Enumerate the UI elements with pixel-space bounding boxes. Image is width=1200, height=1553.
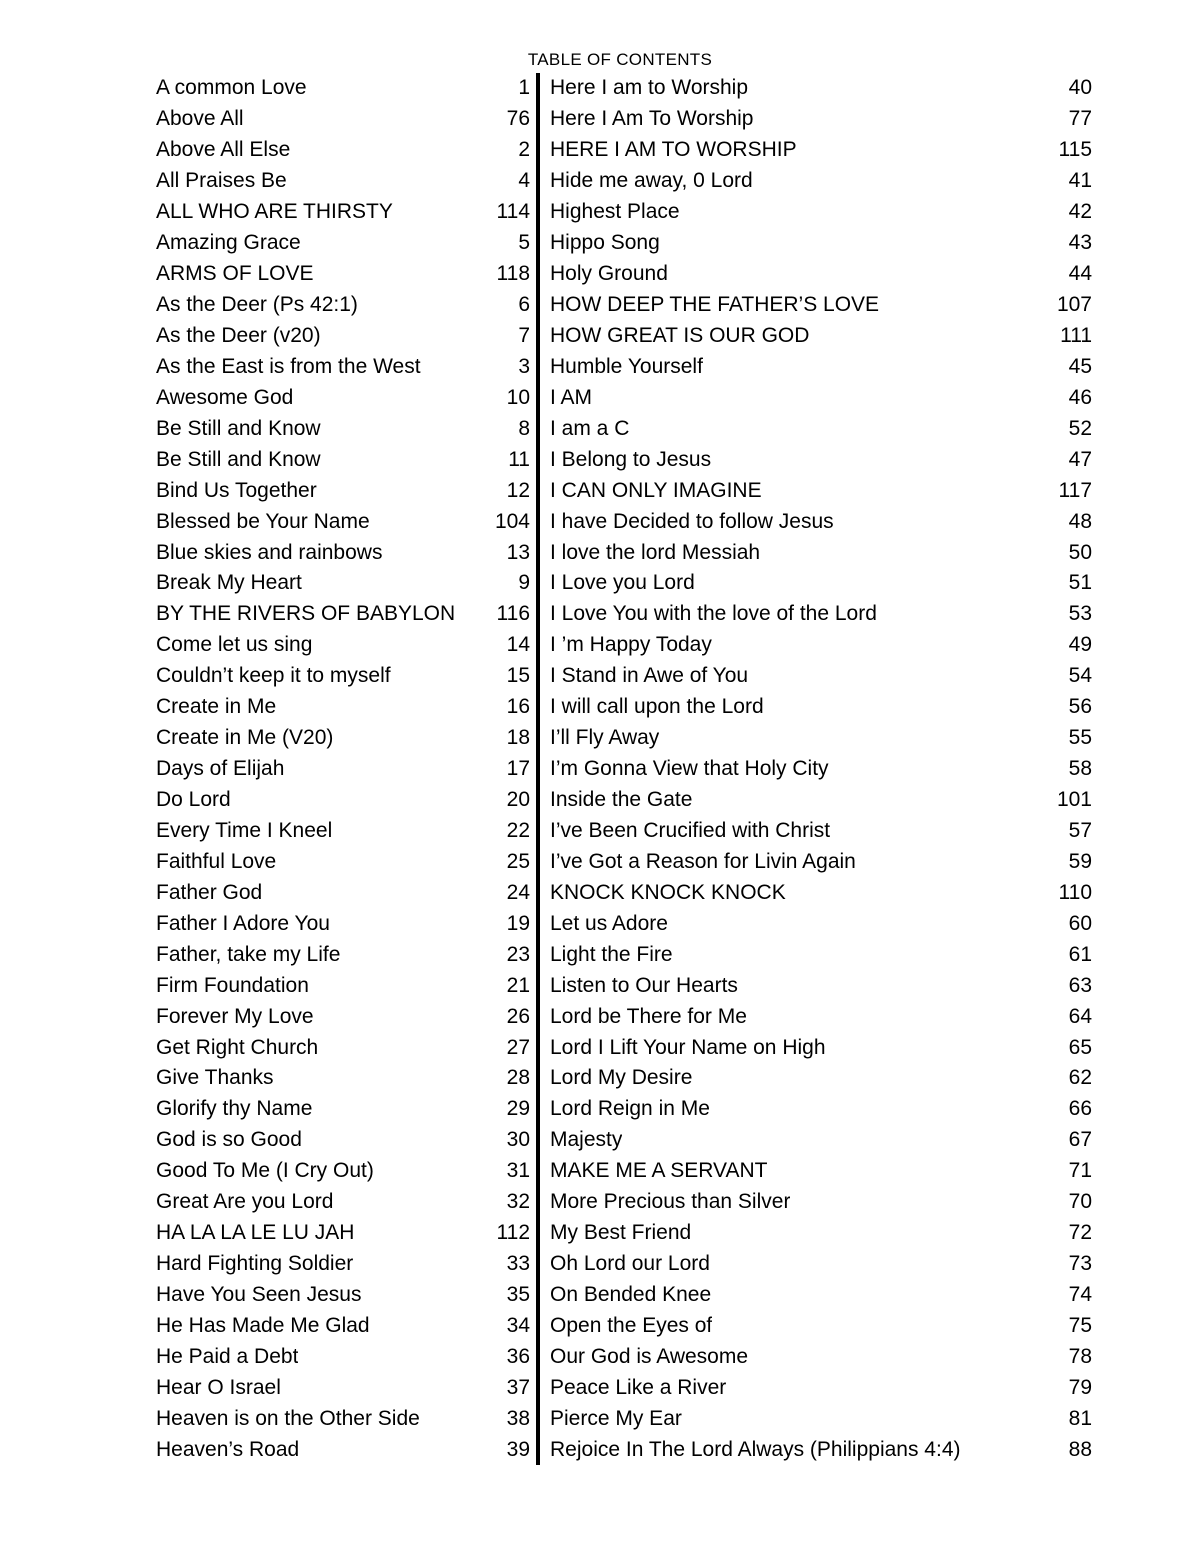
entry-page-number: 33 bbox=[506, 1252, 530, 1276]
toc-entry bbox=[550, 351, 1092, 382]
entry-title: ARMS OF LOVE bbox=[156, 262, 314, 286]
entry-page-number: 70 bbox=[1068, 1190, 1092, 1214]
toc-entry bbox=[550, 692, 1092, 723]
entry-title: Hide me away, 0 Lord bbox=[550, 169, 753, 193]
toc-entry bbox=[156, 816, 530, 847]
toc-entry bbox=[156, 321, 530, 352]
entry-title: Here I Am To Worship bbox=[550, 107, 754, 131]
entry-title: Lord Reign in Me bbox=[550, 1097, 710, 1121]
toc-entry bbox=[156, 630, 530, 661]
toc-entry bbox=[550, 537, 1092, 568]
entry-page-number: 62 bbox=[1068, 1066, 1092, 1090]
entry-title: I am a C bbox=[550, 416, 630, 440]
toc-entry bbox=[156, 135, 530, 166]
entry-page-number: 31 bbox=[506, 1159, 530, 1183]
entry-title: God is so Good bbox=[156, 1128, 302, 1152]
entry-title: Give Thanks bbox=[156, 1066, 274, 1090]
entry-page-number: 17 bbox=[506, 757, 530, 781]
entry-page-number: 77 bbox=[1068, 107, 1092, 131]
toc-entry bbox=[156, 908, 530, 939]
entry-page-number: 51 bbox=[1068, 571, 1092, 595]
toc-entry bbox=[156, 1063, 530, 1094]
toc-entry bbox=[550, 568, 1092, 599]
entry-page-number: 38 bbox=[506, 1406, 530, 1430]
toc-entry bbox=[156, 754, 530, 785]
toc-entry bbox=[156, 568, 530, 599]
entry-page-number: 30 bbox=[506, 1128, 530, 1152]
entry-page-number: 24 bbox=[506, 880, 530, 904]
entry-page-number: 52 bbox=[1068, 416, 1092, 440]
toc-entry bbox=[550, 1280, 1092, 1311]
toc-entry bbox=[156, 382, 530, 413]
entry-page-number: 112 bbox=[496, 1221, 530, 1245]
toc-entry bbox=[550, 1249, 1092, 1280]
entry-page-number: 114 bbox=[496, 200, 530, 224]
toc-entry bbox=[550, 1311, 1092, 1342]
toc-entry bbox=[550, 506, 1092, 537]
entry-page-number: 66 bbox=[1068, 1097, 1092, 1121]
entry-page-number: 115 bbox=[1058, 138, 1092, 162]
entry-title: Here I am to Worship bbox=[550, 76, 749, 100]
entry-page-number: 107 bbox=[1056, 293, 1092, 317]
entry-title: Father God bbox=[156, 880, 263, 904]
toc-entry bbox=[550, 1372, 1092, 1403]
toc-entry bbox=[156, 970, 530, 1001]
entry-title: Open the Eyes of bbox=[550, 1313, 713, 1337]
entry-title: Heaven is on the Other Side bbox=[156, 1406, 420, 1430]
entry-title: I’ve Got a Reason for Livin Again bbox=[550, 849, 856, 873]
toc-entry bbox=[550, 939, 1092, 970]
entry-title: A common Love bbox=[156, 76, 307, 100]
toc-entry bbox=[156, 444, 530, 475]
toc-entry bbox=[156, 537, 530, 568]
entry-page-number: 3 bbox=[518, 354, 530, 378]
entry-title: HOW GREAT IS OUR GOD bbox=[550, 323, 810, 347]
toc-entry bbox=[550, 135, 1092, 166]
toc-entry bbox=[156, 259, 530, 290]
page-title: TABLE OF CONTENTS bbox=[527, 50, 713, 69]
toc-entry bbox=[550, 877, 1092, 908]
entry-page-number: 37 bbox=[506, 1375, 530, 1399]
entry-page-number: 88 bbox=[1068, 1437, 1092, 1461]
toc-entry bbox=[156, 413, 530, 444]
entry-page-number: 7 bbox=[518, 323, 530, 347]
entry-page-number: 14 bbox=[506, 633, 530, 657]
entry-title: I have Decided to follow Jesus bbox=[550, 509, 834, 533]
toc-entry bbox=[550, 444, 1092, 475]
toc-entry bbox=[156, 692, 530, 723]
toc-right-column bbox=[540, 73, 1092, 1465]
entry-title: Hard Fighting Soldier bbox=[156, 1252, 354, 1276]
entry-page-number: 8 bbox=[518, 416, 530, 440]
entry-page-number: 12 bbox=[506, 478, 530, 502]
entry-page-number: 13 bbox=[506, 540, 530, 564]
entry-title: He Paid a Debt bbox=[156, 1344, 299, 1368]
entry-page-number: 34 bbox=[506, 1313, 530, 1337]
toc-entry bbox=[550, 166, 1092, 197]
entry-title: Highest Place bbox=[550, 200, 680, 224]
entry-page-number: 55 bbox=[1068, 726, 1092, 750]
entry-title: All Praises Be bbox=[156, 169, 287, 193]
toc-entry bbox=[550, 259, 1092, 290]
toc-entry bbox=[550, 754, 1092, 785]
entry-title: Hear O Israel bbox=[156, 1375, 281, 1399]
entry-page-number: 73 bbox=[1068, 1252, 1092, 1276]
entry-title: I will call upon the Lord bbox=[550, 695, 764, 719]
toc-entry bbox=[550, 197, 1092, 228]
entry-title: Blue skies and rainbows bbox=[156, 540, 383, 564]
entry-title: Good To Me (I Cry Out) bbox=[156, 1159, 374, 1183]
toc-entry bbox=[550, 908, 1092, 939]
entry-title: I’m Gonna View that Holy City bbox=[550, 757, 829, 781]
entry-page-number: 43 bbox=[1068, 231, 1092, 255]
entry-title: Peace Like a River bbox=[550, 1375, 727, 1399]
entry-page-number: 36 bbox=[506, 1344, 530, 1368]
entry-title: Days of Elijah bbox=[156, 757, 285, 781]
entry-title: I’ve Been Crucified with Christ bbox=[550, 818, 831, 842]
entry-page-number: 67 bbox=[1068, 1128, 1092, 1152]
entry-page-number: 25 bbox=[506, 849, 530, 873]
toc-entry bbox=[156, 785, 530, 816]
entry-page-number: 117 bbox=[1058, 478, 1092, 502]
entry-page-number: 21 bbox=[506, 973, 530, 997]
entry-page-number: 46 bbox=[1068, 385, 1092, 409]
entry-title: I Love You with the love of the Lord bbox=[550, 602, 877, 626]
entry-title: As the Deer (Ps 42:1) bbox=[156, 293, 358, 317]
entry-title: Heaven’s Road bbox=[156, 1437, 300, 1461]
entry-page-number: 58 bbox=[1068, 757, 1092, 781]
entry-title: Father I Adore You bbox=[156, 911, 330, 935]
entry-title: Our God is Awesome bbox=[550, 1344, 749, 1368]
entry-page-number: 39 bbox=[506, 1437, 530, 1461]
entry-page-number: 65 bbox=[1068, 1035, 1092, 1059]
entry-title: Inside the Gate bbox=[550, 788, 693, 812]
entry-title: I’ll Fly Away bbox=[550, 726, 660, 750]
entry-page-number: 56 bbox=[1068, 695, 1092, 719]
entry-page-number: 2 bbox=[518, 138, 530, 162]
toc-entry bbox=[550, 723, 1092, 754]
entry-title: More Precious than Silver bbox=[550, 1190, 791, 1214]
entry-title: Blessed be Your Name bbox=[156, 509, 370, 533]
entry-title: Above All bbox=[156, 107, 244, 131]
entry-title: My Best Friend bbox=[550, 1221, 692, 1245]
entry-title: On Bended Knee bbox=[550, 1283, 712, 1307]
entry-title: Oh Lord our Lord bbox=[550, 1252, 710, 1276]
entry-page-number: 6 bbox=[518, 293, 530, 317]
toc-entry bbox=[156, 877, 530, 908]
entry-page-number: 60 bbox=[1068, 911, 1092, 935]
entry-title: Pierce My Ear bbox=[550, 1406, 682, 1430]
toc-entry bbox=[550, 1032, 1092, 1063]
entry-page-number: 110 bbox=[1058, 880, 1092, 904]
entry-title: Firm Foundation bbox=[156, 973, 309, 997]
toc-entry bbox=[156, 1032, 530, 1063]
entry-page-number: 18 bbox=[506, 726, 530, 750]
entry-title: Faithful Love bbox=[156, 849, 277, 873]
entry-page-number: 32 bbox=[506, 1190, 530, 1214]
entry-title: HERE I AM TO WORSHIP bbox=[550, 138, 797, 162]
entry-page-number: 1 bbox=[518, 76, 530, 100]
entry-title: I Belong to Jesus bbox=[550, 447, 712, 471]
entry-page-number: 44 bbox=[1068, 262, 1092, 286]
toc-entry bbox=[156, 197, 530, 228]
entry-page-number: 116 bbox=[496, 602, 530, 626]
entry-title: Forever My Love bbox=[156, 1004, 314, 1028]
entry-title: I CAN ONLY IMAGINE bbox=[550, 478, 762, 502]
entry-page-number: 45 bbox=[1068, 354, 1092, 378]
entry-page-number: 5 bbox=[518, 231, 530, 255]
toc-entry bbox=[156, 1434, 530, 1465]
entry-page-number: 57 bbox=[1068, 818, 1092, 842]
entry-page-number: 19 bbox=[506, 911, 530, 935]
entry-page-number: 63 bbox=[1068, 973, 1092, 997]
entry-page-number: 111 bbox=[1060, 323, 1092, 347]
toc-entry bbox=[550, 1094, 1092, 1125]
toc-entry bbox=[156, 661, 530, 692]
entry-title: Glorify thy Name bbox=[156, 1097, 313, 1121]
entry-title: Be Still and Know bbox=[156, 416, 321, 440]
entry-page-number: 29 bbox=[506, 1097, 530, 1121]
toc-entry bbox=[156, 73, 530, 104]
toc-left-column bbox=[156, 73, 540, 1465]
toc-entry bbox=[550, 1156, 1092, 1187]
toc-entry bbox=[550, 816, 1092, 847]
toc-entry bbox=[156, 351, 530, 382]
toc-entry bbox=[156, 1372, 530, 1403]
toc-entry bbox=[550, 413, 1092, 444]
toc-entry bbox=[550, 1218, 1092, 1249]
entry-title: Amazing Grace bbox=[156, 231, 301, 255]
entry-title: Humble Yourself bbox=[550, 354, 703, 378]
entry-page-number: 26 bbox=[506, 1004, 530, 1028]
entry-title: Break My Heart bbox=[156, 571, 302, 595]
toc-entry bbox=[156, 1187, 530, 1218]
entry-page-number: 42 bbox=[1068, 200, 1092, 224]
entry-page-number: 35 bbox=[506, 1283, 530, 1307]
toc-entry bbox=[550, 785, 1092, 816]
toc-entry bbox=[156, 939, 530, 970]
entry-page-number: 11 bbox=[508, 447, 530, 471]
entry-page-number: 23 bbox=[506, 942, 530, 966]
toc-entry bbox=[156, 1341, 530, 1372]
entry-page-number: 76 bbox=[506, 107, 530, 131]
entry-page-number: 41 bbox=[1068, 169, 1092, 193]
entry-page-number: 47 bbox=[1068, 447, 1092, 471]
toc-entry bbox=[156, 475, 530, 506]
toc-entry bbox=[156, 1094, 530, 1125]
entry-page-number: 22 bbox=[506, 818, 530, 842]
toc-entry bbox=[156, 1403, 530, 1434]
entry-page-number: 16 bbox=[506, 695, 530, 719]
entry-title: Awesome God bbox=[156, 385, 294, 409]
entry-title: Get Right Church bbox=[156, 1035, 319, 1059]
toc-entry bbox=[156, 599, 530, 630]
toc-entry bbox=[156, 1156, 530, 1187]
entry-title: Do Lord bbox=[156, 788, 231, 812]
toc-entry bbox=[550, 475, 1092, 506]
entry-page-number: 59 bbox=[1068, 849, 1092, 873]
toc-entry bbox=[156, 1001, 530, 1032]
entry-page-number: 15 bbox=[506, 664, 530, 688]
entry-title: HA LA LA LE LU JAH bbox=[156, 1221, 355, 1245]
toc-entry bbox=[550, 1341, 1092, 1372]
toc-entry bbox=[156, 506, 530, 537]
toc-entry bbox=[156, 1249, 530, 1280]
toc-entry bbox=[550, 73, 1092, 104]
toc-entry bbox=[550, 599, 1092, 630]
entry-page-number: 40 bbox=[1068, 76, 1092, 100]
entry-title: Rejoice In The Lord Always (Philippians 4:4) bbox=[550, 1437, 961, 1461]
entry-page-number: 75 bbox=[1068, 1313, 1092, 1337]
entry-page-number: 20 bbox=[506, 788, 530, 812]
toc-entry bbox=[550, 321, 1092, 352]
toc-entry bbox=[156, 723, 530, 754]
entry-page-number: 64 bbox=[1068, 1004, 1092, 1028]
toc-entry bbox=[156, 228, 530, 259]
toc-entry bbox=[156, 1311, 530, 1342]
entry-page-number: 71 bbox=[1068, 1159, 1092, 1183]
toc-entry bbox=[550, 104, 1092, 135]
entry-title: I love the lord Messiah bbox=[550, 540, 761, 564]
entry-title: Let us Adore bbox=[550, 911, 668, 935]
toc-entry bbox=[550, 846, 1092, 877]
entry-title: I ’m Happy Today bbox=[550, 633, 712, 657]
entry-title: MAKE ME A SERVANT bbox=[550, 1159, 768, 1183]
toc-entry bbox=[156, 166, 530, 197]
entry-page-number: 50 bbox=[1068, 540, 1092, 564]
entry-title: Lord My Desire bbox=[550, 1066, 693, 1090]
toc-entry bbox=[550, 382, 1092, 413]
entry-title: HOW DEEP THE FATHER’S LOVE bbox=[550, 293, 880, 317]
entry-title: I AM bbox=[550, 385, 593, 409]
entry-title: Holy Ground bbox=[550, 262, 668, 286]
entry-title: Majesty bbox=[550, 1128, 623, 1152]
toc-entry bbox=[550, 228, 1092, 259]
entry-title: Create in Me (V20) bbox=[156, 726, 334, 750]
entry-title: I Stand in Awe of You bbox=[550, 664, 749, 688]
entry-title: Be Still and Know bbox=[156, 447, 321, 471]
entry-title: Father, take my Life bbox=[156, 942, 341, 966]
entry-title: BY THE RIVERS OF BABYLON bbox=[156, 602, 456, 626]
entry-title: I Love you Lord bbox=[550, 571, 695, 595]
entry-page-number: 27 bbox=[506, 1035, 530, 1059]
toc-entry bbox=[156, 846, 530, 877]
entry-page-number: 53 bbox=[1068, 602, 1092, 626]
toc-entry bbox=[550, 290, 1092, 321]
toc-entry bbox=[550, 630, 1092, 661]
entry-title: Have You Seen Jesus bbox=[156, 1283, 362, 1307]
entry-page-number: 78 bbox=[1068, 1344, 1092, 1368]
entry-title: KNOCK KNOCK KNOCK bbox=[550, 880, 786, 904]
toc-entry bbox=[550, 1001, 1092, 1032]
entry-title: Hippo Song bbox=[550, 231, 660, 255]
entry-title: As the East is from the West bbox=[156, 354, 421, 378]
entry-page-number: 61 bbox=[1068, 942, 1092, 966]
entry-title: Lord be There for Me bbox=[550, 1004, 747, 1028]
toc-entry bbox=[550, 1063, 1092, 1094]
toc-entry bbox=[550, 1434, 1092, 1465]
entry-title: Great Are you Lord bbox=[156, 1190, 334, 1214]
entry-title: Listen to Our Hearts bbox=[550, 973, 738, 997]
entry-page-number: 104 bbox=[494, 509, 530, 533]
entry-title: Come let us sing bbox=[156, 633, 313, 657]
entry-page-number: 10 bbox=[506, 385, 530, 409]
entry-page-number: 28 bbox=[506, 1066, 530, 1090]
entry-title: Lord I Lift Your Name on High bbox=[550, 1035, 826, 1059]
toc-entry bbox=[550, 1403, 1092, 1434]
entry-page-number: 101 bbox=[1056, 788, 1092, 812]
entry-page-number: 4 bbox=[518, 169, 530, 193]
toc-entry bbox=[156, 290, 530, 321]
entry-title: He Has Made Me Glad bbox=[156, 1313, 370, 1337]
toc-entry bbox=[550, 661, 1092, 692]
toc-entry bbox=[550, 1187, 1092, 1218]
entry-title: Create in Me bbox=[156, 695, 277, 719]
toc-entry bbox=[156, 1280, 530, 1311]
toc-entry bbox=[156, 104, 530, 135]
entry-page-number: 72 bbox=[1068, 1221, 1092, 1245]
entry-title: Bind Us Together bbox=[156, 478, 317, 502]
entry-title: Every Time I Kneel bbox=[156, 818, 333, 842]
entry-title: Couldn’t keep it to myself bbox=[156, 664, 391, 688]
entry-title: Light the Fire bbox=[550, 942, 673, 966]
toc-entry bbox=[550, 1125, 1092, 1156]
toc-entry bbox=[550, 970, 1092, 1001]
entry-page-number: 54 bbox=[1068, 664, 1092, 688]
entry-page-number: 79 bbox=[1068, 1375, 1092, 1399]
entry-page-number: 49 bbox=[1068, 633, 1092, 657]
entry-page-number: 81 bbox=[1068, 1406, 1092, 1430]
toc-entry bbox=[156, 1218, 530, 1249]
entry-title: Above All Else bbox=[156, 138, 291, 162]
entry-page-number: 74 bbox=[1068, 1283, 1092, 1307]
table-of-contents bbox=[156, 73, 1092, 1465]
entry-page-number: 118 bbox=[496, 262, 530, 286]
entry-title: As the Deer (v20) bbox=[156, 323, 321, 347]
entry-page-number: 48 bbox=[1068, 509, 1092, 533]
entry-page-number: 9 bbox=[518, 571, 530, 595]
entry-title: ALL WHO ARE THIRSTY bbox=[156, 200, 393, 224]
toc-entry bbox=[156, 1125, 530, 1156]
